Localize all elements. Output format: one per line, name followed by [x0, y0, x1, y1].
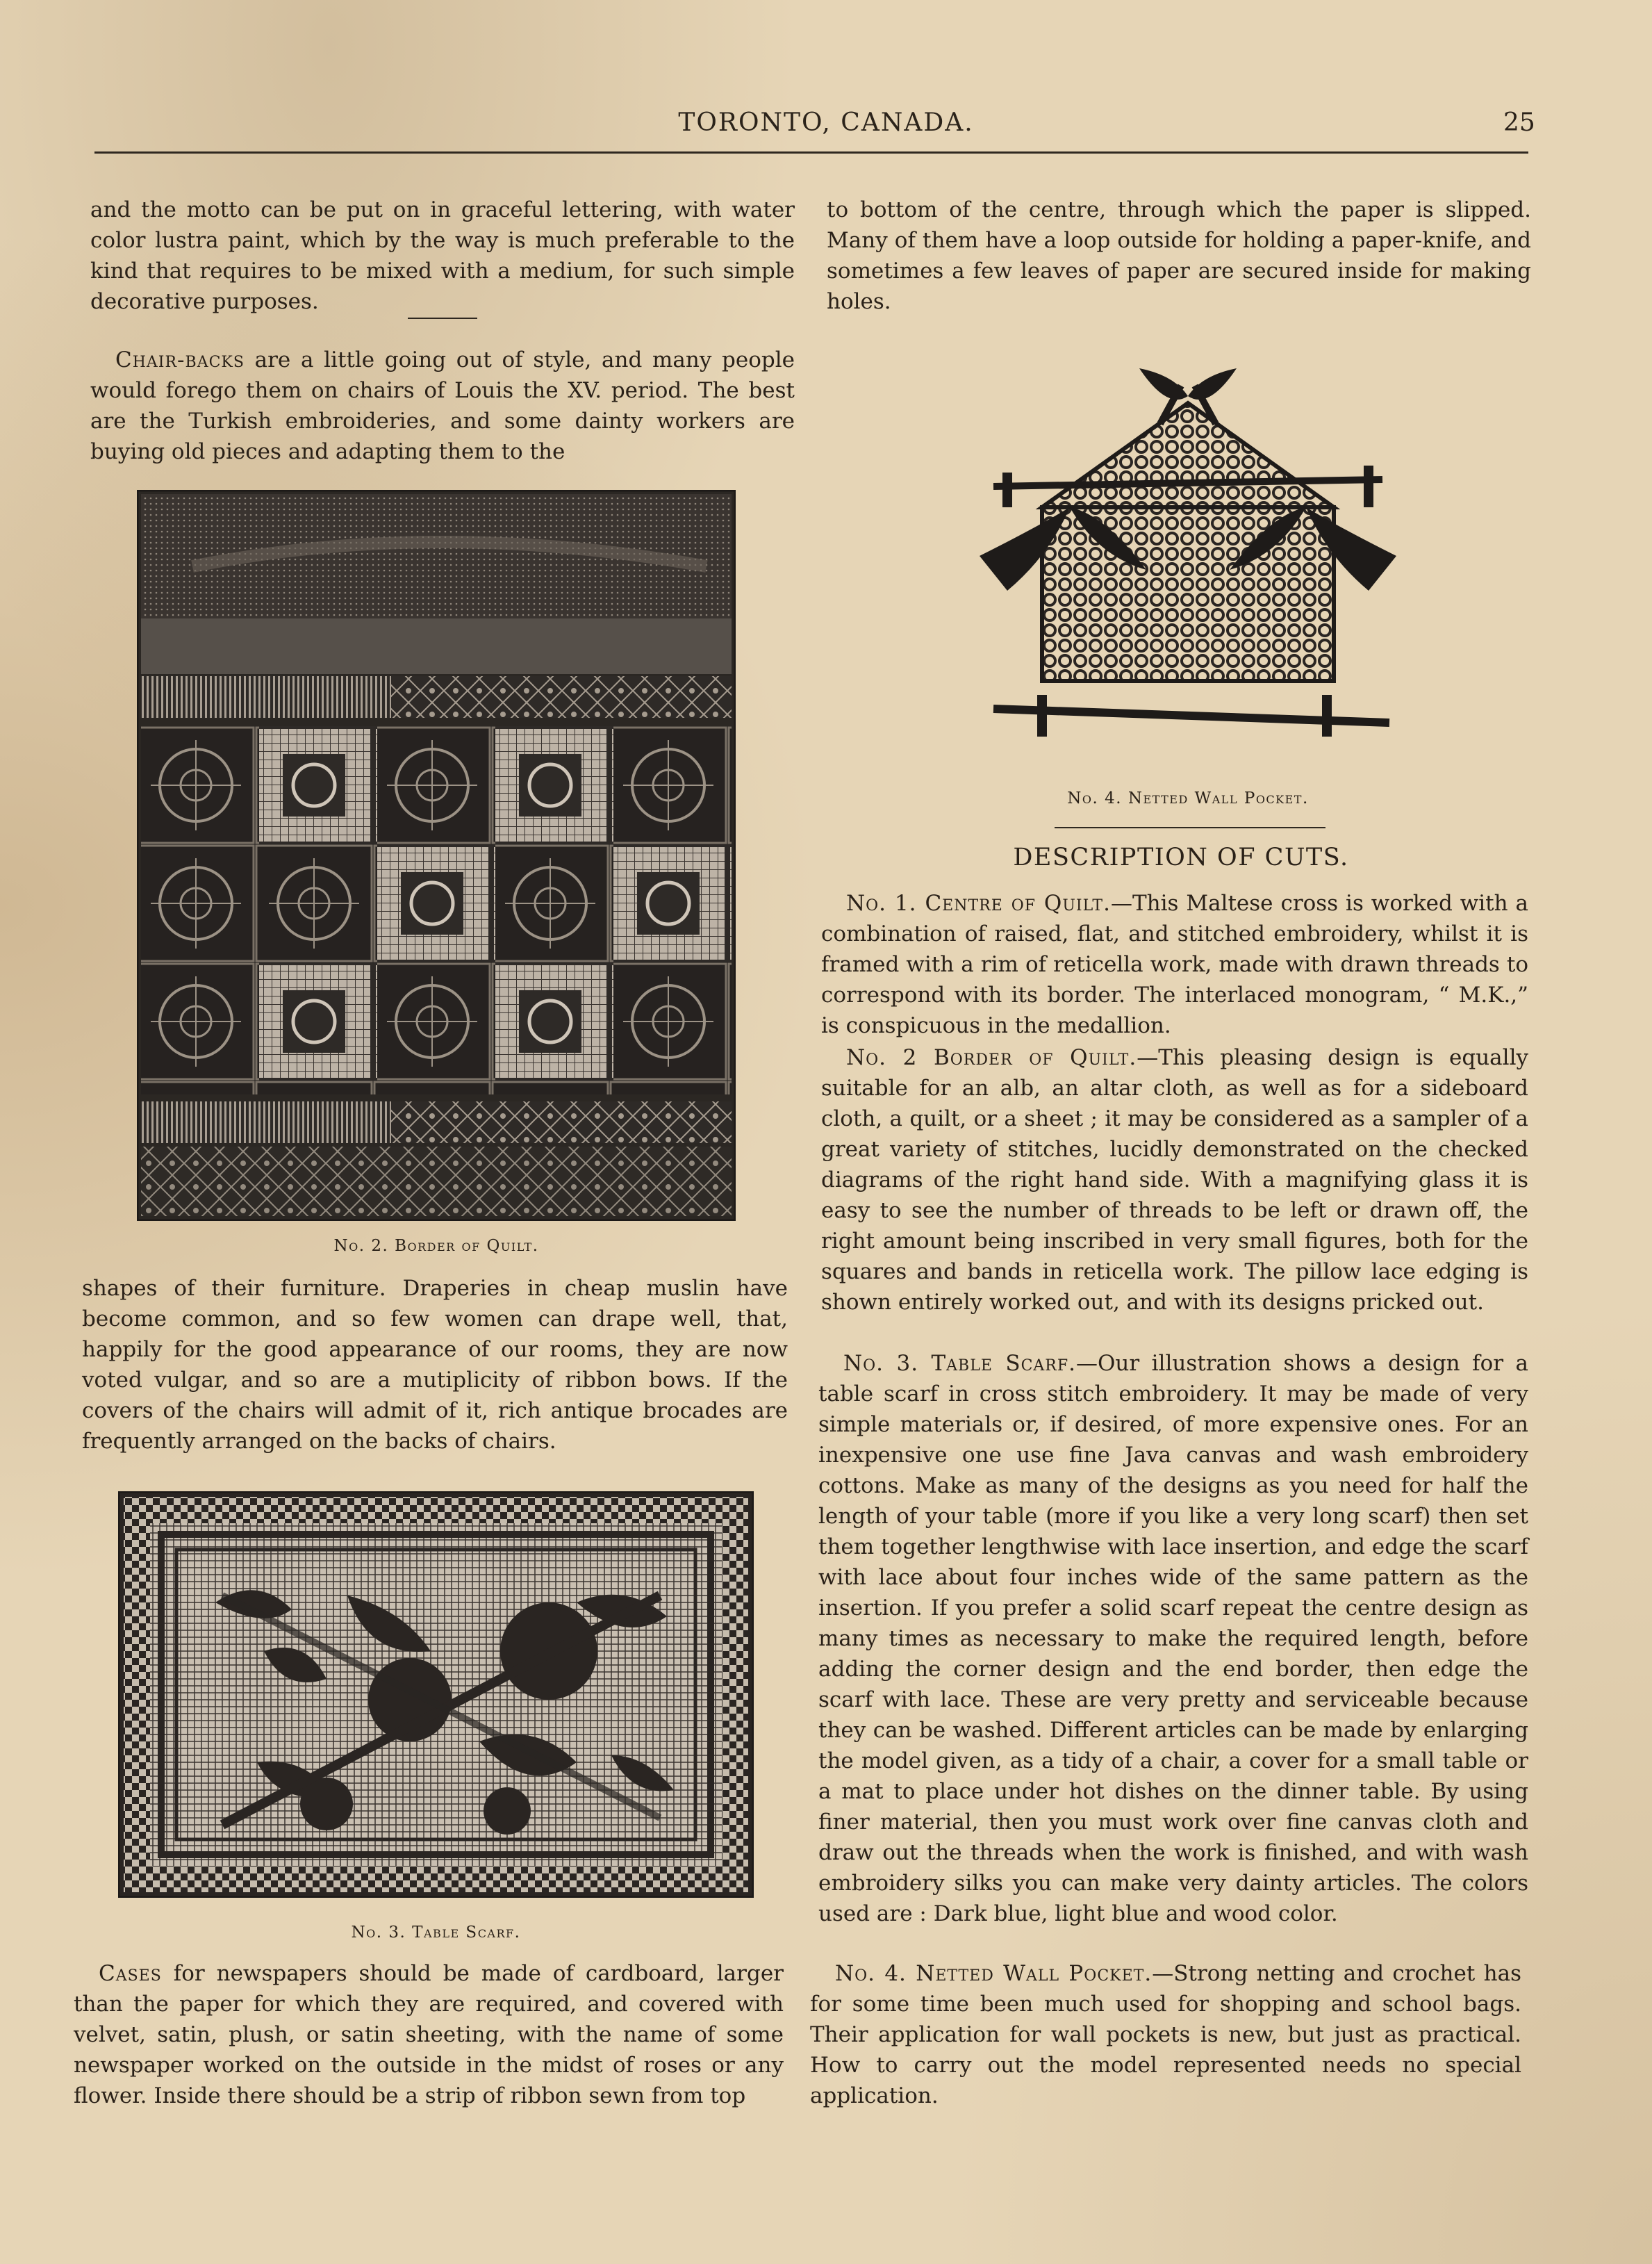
no-4-lead: No. 4. Netted Wall Pocket. — [835, 1961, 1153, 1986]
left-paragraph-3: shapes of their furniture. Draperies in cheap muslin have become common, and so few women can drape well, that, happily for the good appearance of our rooms, they are now voted vulgar, and so are a mutiplicity of ribbon bows. If the covers of the chairs will admit of it, rich antique brocades are frequently arranged on the backs of chairs. — [82, 1276, 788, 1454]
description-no-4 — [810, 1958, 1521, 2111]
heading-rule — [1055, 827, 1325, 828]
figure-4-caption: No. 4. Netted Wall Pocket. — [1067, 789, 1309, 807]
border-of-quilt-illustration — [137, 490, 736, 1221]
description-no-1 — [821, 888, 1528, 1041]
header-rule — [94, 151, 1528, 154]
figure-3-caption: No. 3. Table Scarf. — [351, 1923, 521, 1942]
left-paragraph-2 — [90, 345, 795, 467]
description-no-2 — [821, 1042, 1528, 1318]
description-of-cuts-heading: DESCRIPTION OF CUTS. — [1013, 844, 1349, 871]
no-2-lead: No. 2 Border of Quilt. — [846, 1045, 1137, 1070]
left-paragraph-1: and the motto can be put on in graceful lettering, with water color lustra paint, which by the way is much preferable to the kind that requires to be mixed with a medium, for such simple decorative purposes. — [90, 197, 795, 314]
chair-backs-text: are a little going out of style, and many people would forego them on chairs of Louis the XV. period. The best are the Turkish embroideries, and some dainty workers are buying old pieces and adapting them to the — [90, 347, 795, 464]
cases-text: for newspapers should be made of cardboard, larger than the paper for which they are required, and covered with velvet, satin, plush, or satin sheeting, with the name of some newspaper worked on the outside in the midst of roses or any flower. Inside there should be a strip of ribbon sewn from top — [74, 1961, 784, 2108]
running-title: TORONTO, CANADA. — [678, 108, 974, 137]
left-paragraph-4 — [74, 1958, 784, 2111]
no-4-text: —Strong netting and crochet has for some time been much used for shopping and school bags. Their application for wall pockets is new, but just as practical. How to carry out the model represented needs no special application. — [810, 1961, 1521, 2108]
no-1-lead: No. 1. Centre of Quilt. — [846, 891, 1111, 916]
description-no-3 — [818, 1348, 1528, 1929]
figure-2-caption: No. 2. Border of Quilt. — [333, 1237, 539, 1255]
no-3-lead: No. 3. Table Scarf. — [843, 1351, 1076, 1376]
cases-lead: Cases — [99, 1961, 162, 1986]
table-scarf-illustration — [118, 1491, 754, 1898]
right-paragraph-1: to bottom of the centre, through which the paper is slipped. Many of them have a loop outside for holding a paper-knife, and sometimes a few leaves of paper are secured inside for making holes. — [827, 197, 1531, 314]
no-1-text: —This Maltese cross is worked with a combination of raised, flat, and stitched embroidery, whilst it is framed with a rim of reticella work, made with drawn threads to correspond with its border. The interlaced monogram, “ M.K.,” is conspicuous in the medallion. — [821, 891, 1529, 1038]
netted-wall-pocket-illustration — [966, 347, 1410, 785]
no-2-text: —This pleasing design is equally suitable for an alb, an altar cloth, as well as for a sideboard cloth, a quilt, or a sheet ; it may be considered as a sampler of a great variety of stitches, lucidly demonstrated on the checked diagrams of the right hand side. With a magnifying glass it is easy to see the number of threads to be left or drawn off, the right amount being inscribed in very small figures, both for the squares and bands in reticella work. The pillow lace edging is shown entirely worked out, and with its designs pricked out. — [821, 1045, 1528, 1315]
page-number: 25 — [1503, 108, 1535, 137]
section-divider — [408, 318, 477, 319]
no-3-text: —Our illustration shows a design for a table scarf in cross stitch embroidery. It may be made of very simple materials or, if desired, of more expensive ones. For an inexpensive one use fine Java canvas and wash embroidery cottons. Make as many of the designs as you need for half the length of your table (more if you like a very long scarf) then set them together lengthwise with lace insertion, and edge the scarf with lace about four inches wide of the same pattern as the insertion. If you prefer a solid scarf repeat the centre design as many times as necessary to make the required length, before adding the corner design and the end border, then edge the scarf with lace. These are very pretty and serviceable because they can be washed. Different articles can be made by enlarging the model given, as a tidy of a chair, a cover for a small table or a mat to place under hot dishes on the dinner table. By using finer material, then you must work over fine canvas cloth and draw out the threads when the work is finished, and with wash embroidery silks you can make very dainty articles. The colors used are : Dark blue, light blue and wood color. — [818, 1351, 1528, 1926]
chair-backs-lead: Chair-backs — [115, 347, 245, 372]
